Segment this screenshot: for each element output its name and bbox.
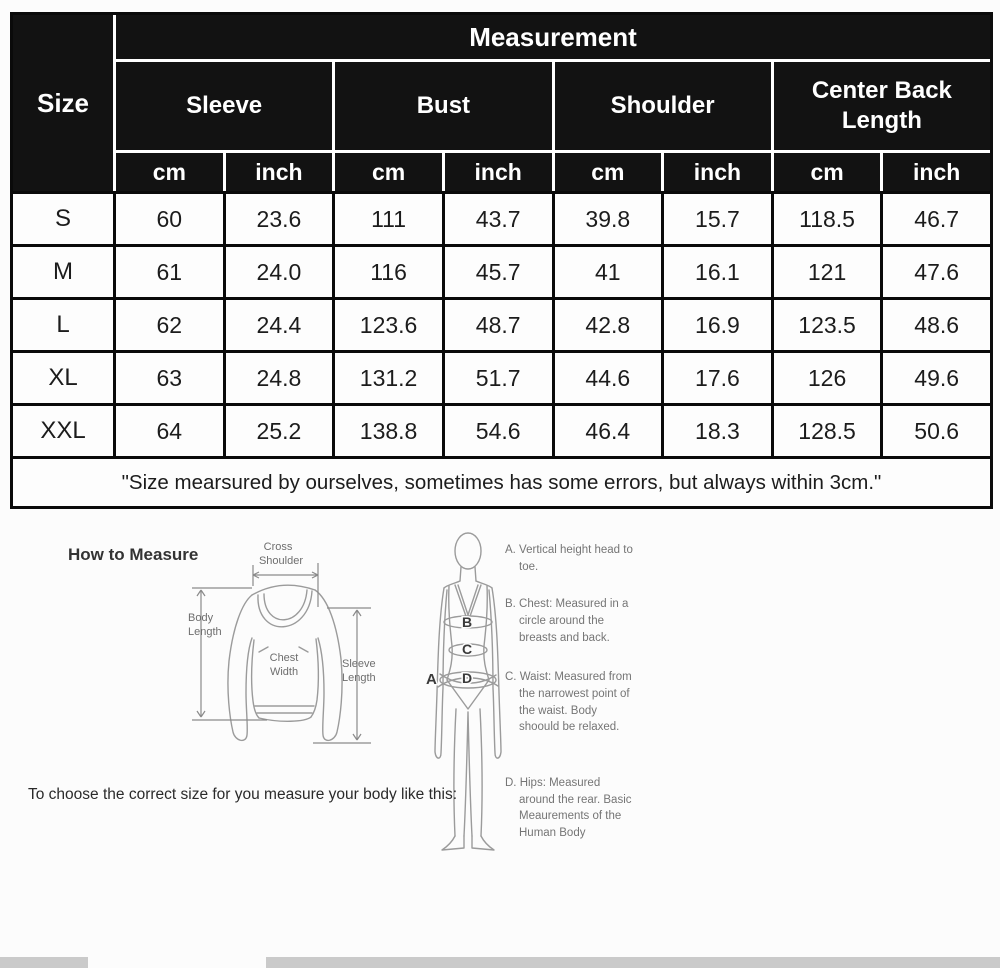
unit-header-inch: inch [883, 153, 990, 191]
bottom-edge-gap [88, 957, 266, 968]
value-cell: 50.6 [883, 406, 990, 456]
value-cell: 46.4 [555, 406, 662, 456]
value-cell: 64 [116, 406, 223, 456]
figure-feet [442, 836, 494, 850]
cross-shoulder-label: Cross [263, 541, 293, 553]
figure-arm-right [489, 588, 501, 758]
value-cell: 42.8 [555, 300, 662, 350]
neckline-inner [264, 590, 307, 620]
value-cell: 39.8 [555, 194, 662, 244]
table-row [13, 300, 990, 350]
group-header-center-back-length: Center Back Length [774, 62, 990, 150]
hem-band [255, 706, 314, 713]
value-cell: 138.8 [335, 406, 442, 456]
size-table-header [13, 15, 990, 191]
value-cell: 131.2 [335, 353, 442, 403]
value-cell: 46.7 [883, 194, 990, 244]
annotation-hips: D. Hips: Measured around the rear. Basic Meaurements of the Human Body [505, 777, 632, 840]
annotation-waist: C. Waist: Measured from the narrowest point of the waist. Body shoould be relaxed. [505, 671, 632, 734]
body-length-label: Body [188, 612, 214, 624]
value-cell: 43.7 [445, 194, 552, 244]
sleeve-right-outline [315, 590, 342, 740]
value-cell: 63 [116, 353, 223, 403]
value-cell: 48.7 [445, 300, 552, 350]
body-right-outline [311, 639, 318, 717]
hem-outline [259, 717, 311, 721]
value-cell: 54.6 [445, 406, 552, 456]
choose-size-instruction: To choose the correct size for you measure your body like this: [28, 786, 458, 803]
annotation-height: A. Vertical height head to toe. [505, 544, 633, 573]
group-header-sleeve: Sleeve [116, 62, 332, 150]
chest-width-label: Chest [269, 652, 299, 664]
unit-header-inch: inch [226, 153, 333, 191]
value-cell: 24.4 [226, 300, 333, 350]
value-cell: 16.9 [664, 300, 771, 350]
figure-legs [454, 709, 482, 836]
measure-annotations [505, 542, 635, 842]
value-cell: 118.5 [774, 194, 881, 244]
marker-c: C [462, 641, 473, 657]
marker-a: A [426, 671, 437, 688]
value-cell: 47.6 [883, 247, 990, 297]
how-to-measure-title: How to Measure [68, 545, 199, 564]
unit-header-cm: cm [555, 153, 662, 191]
unit-header-cm: cm [335, 153, 442, 191]
neckline-outer [258, 591, 312, 627]
size-cell: L [13, 300, 113, 350]
shoulder-outline [252, 585, 315, 595]
value-cell: 60 [116, 194, 223, 244]
unit-header-cm: cm [774, 153, 881, 191]
cross-shoulder-label: Shoulder [258, 555, 304, 567]
value-cell: 126 [774, 353, 881, 403]
body-length-label: Length [188, 626, 222, 638]
value-cell: 17.6 [664, 353, 771, 403]
size-cell: S [13, 194, 113, 244]
value-cell: 45.7 [445, 247, 552, 297]
sleeve-left-outline [228, 595, 252, 740]
chest-width-label: Width [269, 666, 299, 678]
sleeve-length-label: Sleeve [342, 658, 376, 670]
value-cell: 111 [335, 194, 442, 244]
value-cell: 41 [555, 247, 662, 297]
annotation-chest: B. Chest: Measured in a circle around the breasts and back. [505, 598, 629, 644]
unit-header-inch: inch [445, 153, 552, 191]
value-cell: 15.7 [664, 194, 771, 244]
group-header-bust: Bust [335, 62, 551, 150]
value-cell: 61 [116, 247, 223, 297]
value-cell: 62 [116, 300, 223, 350]
marker-b: B [462, 614, 473, 630]
value-cell: 123.6 [335, 300, 442, 350]
table-row [13, 353, 990, 403]
value-cell: 121 [774, 247, 881, 297]
garment-measure-diagram [185, 533, 390, 788]
value-cell: 48.6 [883, 300, 990, 350]
value-cell: 24.8 [226, 353, 333, 403]
measurement-header: Measurement [116, 15, 990, 59]
value-cell: 49.6 [883, 353, 990, 403]
figure-shoulders [444, 581, 492, 588]
size-column-header: Size [13, 15, 113, 191]
value-cell: 123.5 [774, 300, 881, 350]
size-cell: M [13, 247, 113, 297]
value-cell: 25.2 [226, 406, 333, 456]
figure-torso [447, 586, 489, 680]
value-cell: 44.6 [555, 353, 662, 403]
value-cell: 23.6 [226, 194, 333, 244]
table-row [13, 247, 990, 297]
size-cell: XXL [13, 406, 113, 456]
value-cell: 16.1 [664, 247, 771, 297]
table-row [13, 406, 990, 456]
table-row [13, 194, 990, 244]
value-cell: 24.0 [226, 247, 333, 297]
unit-header-cm: cm [116, 153, 223, 191]
marker-d: D [462, 670, 473, 686]
value-cell: 51.7 [445, 353, 552, 403]
figure-head [455, 533, 481, 569]
size-cell: XL [13, 353, 113, 403]
value-cell: 128.5 [774, 406, 881, 456]
size-table-body [13, 191, 990, 506]
value-cell: 116 [335, 247, 442, 297]
size-note: "Size mearsured by ourselves, sometimes has some errors, but always within 3cm." [13, 459, 990, 506]
group-header-shoulder: Shoulder [555, 62, 771, 150]
sleeve-length-label: Length [342, 672, 376, 684]
size-table [10, 12, 993, 509]
value-cell: 18.3 [664, 406, 771, 456]
unit-header-inch: inch [664, 153, 771, 191]
